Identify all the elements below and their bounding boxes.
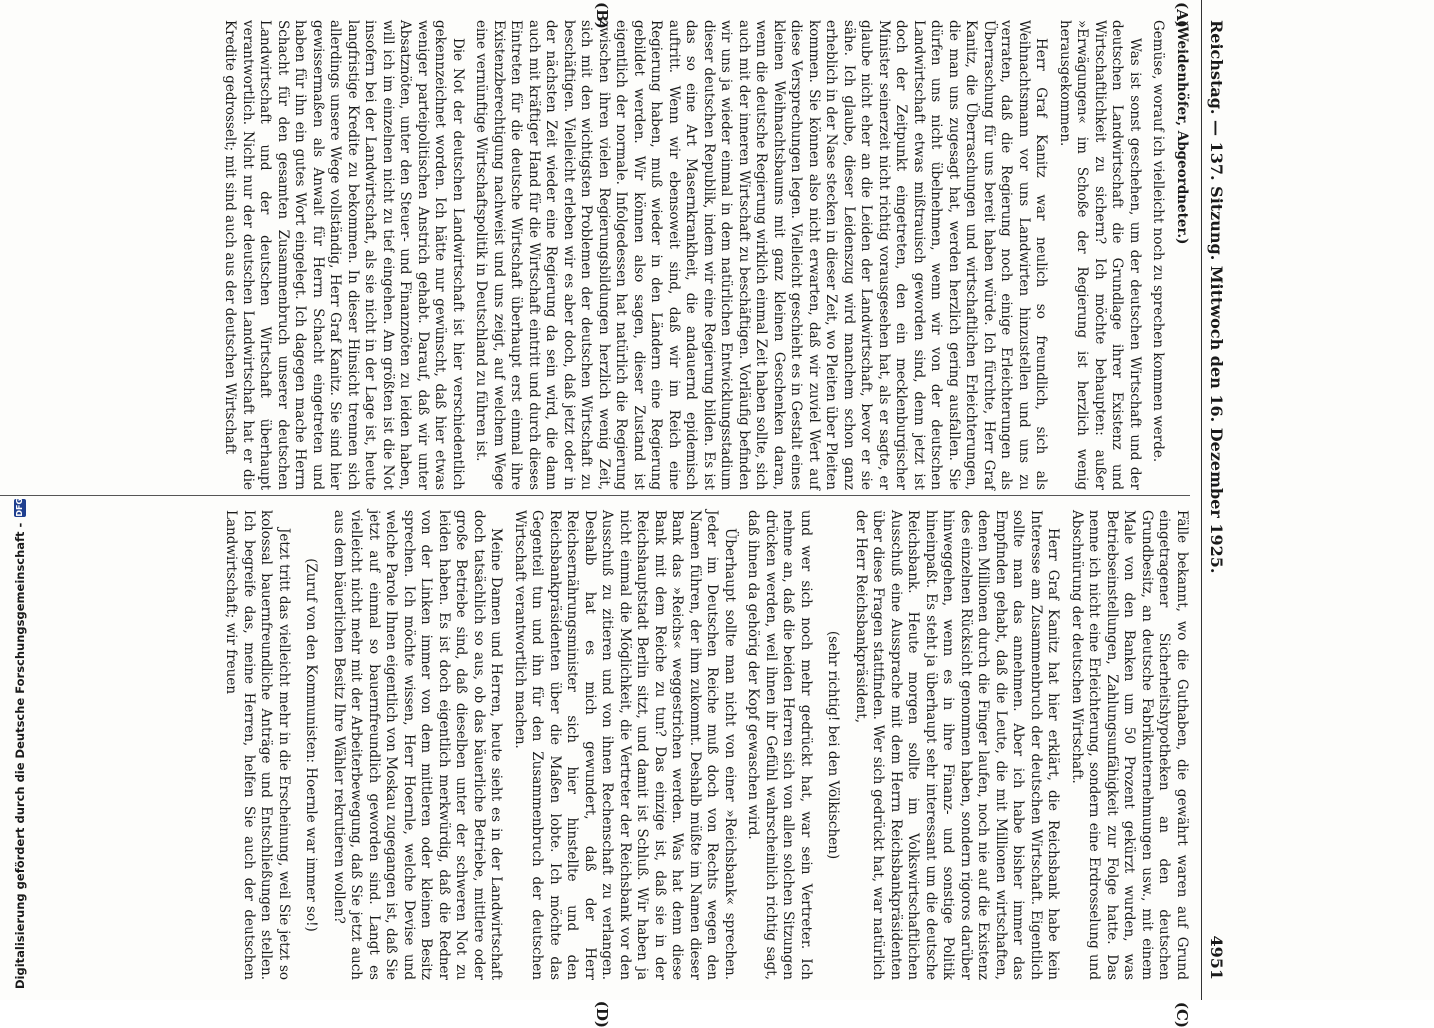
speaker-label: (Weidenhöfer, Abgeordneter.) bbox=[1174, 20, 1190, 245]
margin-mark-b: (B) bbox=[593, 2, 611, 29]
paragraph: Meine Damen und Herren, heute sieht es in der Landwirtschaft doch tatsächlich so aus, ob das bäuerliche Betriebe, mittlere oder große Betriebe sind, daß dieselben unter der schweren Not zu leiden haben. Es ist doch eigentlich merkwürdig, daß die Redner von der Linken immer von dem mittleren oder kleinen Besitz sprechen. Ich möchte wissen, Herr Hoernle, welche Devise und welche Parole Ihnen eigentlich von Moskau zugegangen ist, daß Sie jetzt auf einmal so bauernfreundlich geworden sind. Langt es vielleicht nicht mehr mit der Arbeiterbewegung, daß Sie jetzt auch aus dem bäuerlichen Besitz Ihre Wähler rekrutieren wollen? bbox=[331, 510, 505, 980]
paragraph: Jetzt tritt das vielleicht mehr in die Erscheinung, weil Sie jetzt so kolossal bauernfreundliche Anträge und Entschließungen stellen. Ich begreife das, meine Herren, helfen Sie auch der deutschen Landwirtschaft; wir freuen bbox=[223, 510, 292, 980]
credit-text: Digitalisierung gefördert durch die Deutsche Forschungsgemeinschaft - bbox=[13, 522, 27, 989]
page-number: 4951 bbox=[1206, 935, 1226, 980]
paragraph: Gemüse, worauf ich vielleicht noch zu sprechen kommen werde. bbox=[1150, 20, 1167, 463]
margin-mark-a: (A) bbox=[1173, 2, 1191, 28]
header-title: Reichstag. — 137. Sitzung. Mittwoch den 16. Dezember 1925. bbox=[1206, 20, 1226, 574]
paragraph: Fälle bekannt, wo die Guthaben, die gewährt waren auf Grund eingetragener Sicherheitshypotheken an den deutschen Grundbesitz, an deutsche Fabrikunternehmungen usw., mit einem Male von den Banken um 50 Prozent gekürzt wurden, was Betriebseinstellungen, Zahlungsunfähigkeit zur Folge hatte. Das nenne ich nicht eine Erleichterung, sondern eine Erdrosselung und Abschnürung der deutschen Wirtschaft. bbox=[1069, 510, 1190, 980]
dfg-logo-icon: DFG bbox=[15, 497, 24, 517]
paragraph: Herr Graf Kanitz hat hier erklärt, die Reichsbank habe kein Interesse am Zusammenbruch der deutschen Wirtschaft. Eigentlich sollte man das annehmen. Aber ich habe bisher immer das Empfinden gehabt, daß die Leute, die mit Millionen wirtschaften, denen Millionen durch die Finger laufen, noch nie auf die Existenz des einzelnen Rücksicht genommen haben, sondern rigoros darüber hinweggehen, wenn es in ihre Finanz- und sonstige Politik hineinpaßt. Es steht ja überhaupt sehr interessant um die deutsche Reichsbank. Heute morgen sollte im Volkswirtschaftlichen Ausschuß eine Aussprache mit dem Herrn Reichsbankpräsidenten über diese Fragen stattfinden. Wer sich gedrückt hat, war natürlich der Herr Reichsbankpräsident, bbox=[853, 510, 1062, 980]
right-column bbox=[216, 510, 1190, 980]
page-header bbox=[1201, 0, 1230, 1000]
paragraph: Die Not der deutschen Landwirtschaft ist hier verschiedentlich gekennzeichnet worden. Ich hätte nur gewünscht, daß hier etwas weniger parteipolitischen Anstrich gehabt. Darauf, daß wir unter Absatznöten, unter den Steuer- und Finanznöten zu leiden haben, will ich im einzelnen nicht zu tief eingehen. Am größten ist die Not insofern bei der Landwirtschaft, als sie nicht in der Lage ist, heute langfristige Kredite zu bekommen. In dieser Hinsicht trennen sich allerdings unsere Wege vollständig, Herr Graf Kanitz. Sie sind hier gewissermaßen als Anwalt für Herrn Schacht eingetreten und haben für ihn ein gutes Wort eingelegt. Ich dagegen mache Herrn Schacht für den gesamten Zusammenbruch unserer deutschen Landwirtschaft und der deutschen Wirtschaft überhaupt verantwortlich. Nicht nur der deutschen Landwirtschaft hat er die Kredite gedrosselt; mit sind auch aus der deutschen Wirtschaft bbox=[222, 20, 466, 490]
paragraph: Was ist sonst geschehen, um der deutschen Wirtschaft und der deutschen Landwirtschaft die Grundlage ihrer Existenz und Wirtschaftlichkeit zu sichern? Ich möchte behaupten: außer »Erwägungen« im Schoße der Regierung ist herzlich wenig herausgekommen. bbox=[1057, 20, 1143, 490]
margin-mark-d: (D) bbox=[593, 1000, 611, 1028]
left-column bbox=[215, 20, 1190, 490]
paragraph: und wer sich noch mehr gedrückt hat, war sein Vertreter. Ich nehme an, daß die beiden Herren sich von allen solchen Sitzungen drücken werden, weil ihnen ihr Gefühl wahrscheinlich richtig sagt, daß ihnen da gehörig der Kopf gewaschen wird. bbox=[745, 510, 814, 980]
column-divider bbox=[0, 495, 1190, 496]
interjection: (sehr richtig! bei den Völkischen) bbox=[825, 630, 842, 860]
paragraph: Herr Graf Kanitz war neulich so freundlich, sich als Weihnachtsmann vor uns Landwirten hinzustellen und uns zu verraten, daß die Regierung noch einige Erleichterungen als Überraschung für uns bereit haben würde. Ich fürchte, Herr Graf Kanitz, die Überraschungen und wirtschaftlichen Erleichterungen, die man uns zugesagt hat, werden herzlich gering ausfallen. Sie dürfen uns nicht übelnehmen, wenn wir von der deutschen Landwirtschaft etwas mißtrauisch geworden sind, denn jetzt ist doch der Zeitpunkt eingetreten, den ein mecklenburgischer Minister seinerzeit nicht richtig vorausgesehen hat, als er sagte, er glaube nicht eher an die Leiden der Landwirtschaft, bevor er sie sähe. Ich glaube, dieser Leidenszug wird manchem schon ganz erheblich in der Nase stecken in dieser Zeit, wo Pleiten über Pleiten kommen. Sie können also nicht erwarten, daß wir zuviel Wert auf diese Versprechungen legen. Vielleicht geschieht es in Gestalt eines kleinen Weihnachtsbaums mit ganz kleinen Geschenken daran, wenn die deutsche Regierung wirklich einmal Zeit haben sollte, sich auch mit der inneren Wirtschaft zu beschäftigen. Vorläufig befinden wir uns ja wieder einmal in dem natürlichen Entwicklungsstadium dieser deutschen Republik, indem wir eine Regierung bilden. Es ist das so eine Art Masernkrankheit, die andauernd epidemisch auftritt. Wenn wir ebensoweit sind, daß wir im Reich eine Regierung haben, muß wieder in den Ländern eine Regierung gebildet werden. Wir können also sagen, dieser Zustand ist eigentlich der normale. Infolgedessen hat natürlich die Regierung zwischen ihren vielen Regierungsbildungen herzlich wenig Zeit, sich mit den wichtigsten Problemen der deutschen Wirtschaft zu beschäftigen. Vielleicht erleben wir es aber doch, daß jetzt oder in der nächsten Zeit wieder eine Regierung da sein wird, die dann auch mit kräftiger Hand für die Wirtschaft eintritt und durch dieses Eintreten für die deutsche Wirtschaft überhaupt erst einmal ihre Existenzberechtigung nachweist und uns zeigt, auf welchem Wege eine vernünftige Wirtschaftspolitik in Deutschland zu führen ist. bbox=[473, 20, 1050, 490]
digitization-credit bbox=[11, 9, 29, 989]
paragraph: Überhaupt sollte man nicht von einer »Reichsbank« sprechen. Jeder im Deutschen Reiche muß doch von Rechts wegen den Namen führen, der ihm zukommt. Deshalb müßte im Namen dieser Bank das »Reichs« weggestrichen werden. Was hat denn diese Bank mit dem Reiche zu tun? Das einzige ist, daß sie in der Reichshauptstadt Berlin sitzt, und damit ist Schluß. Wir haben ja nicht einmal die Möglichkeit, die Vertreter der Reichsbank vor den Ausschuß zu zitieren und von ihnen Rechenschaft zu verlangen. Deshalb hat es mich gewundert, daß der Herr Reichsernährungsminister sich hier hinstellte und den Reichsbankpräsidenten über die Maßen lobte. Ich möchte das Gegenteil tun und ihn für den Zusammenbruch der deutschen Wirtschaft verantwortlich machen. bbox=[512, 510, 738, 980]
margin-mark-c: (C) bbox=[1173, 1001, 1191, 1028]
interjection: (Zuruf von den Kommunisten: Hoernle war immer so!) bbox=[303, 558, 320, 932]
